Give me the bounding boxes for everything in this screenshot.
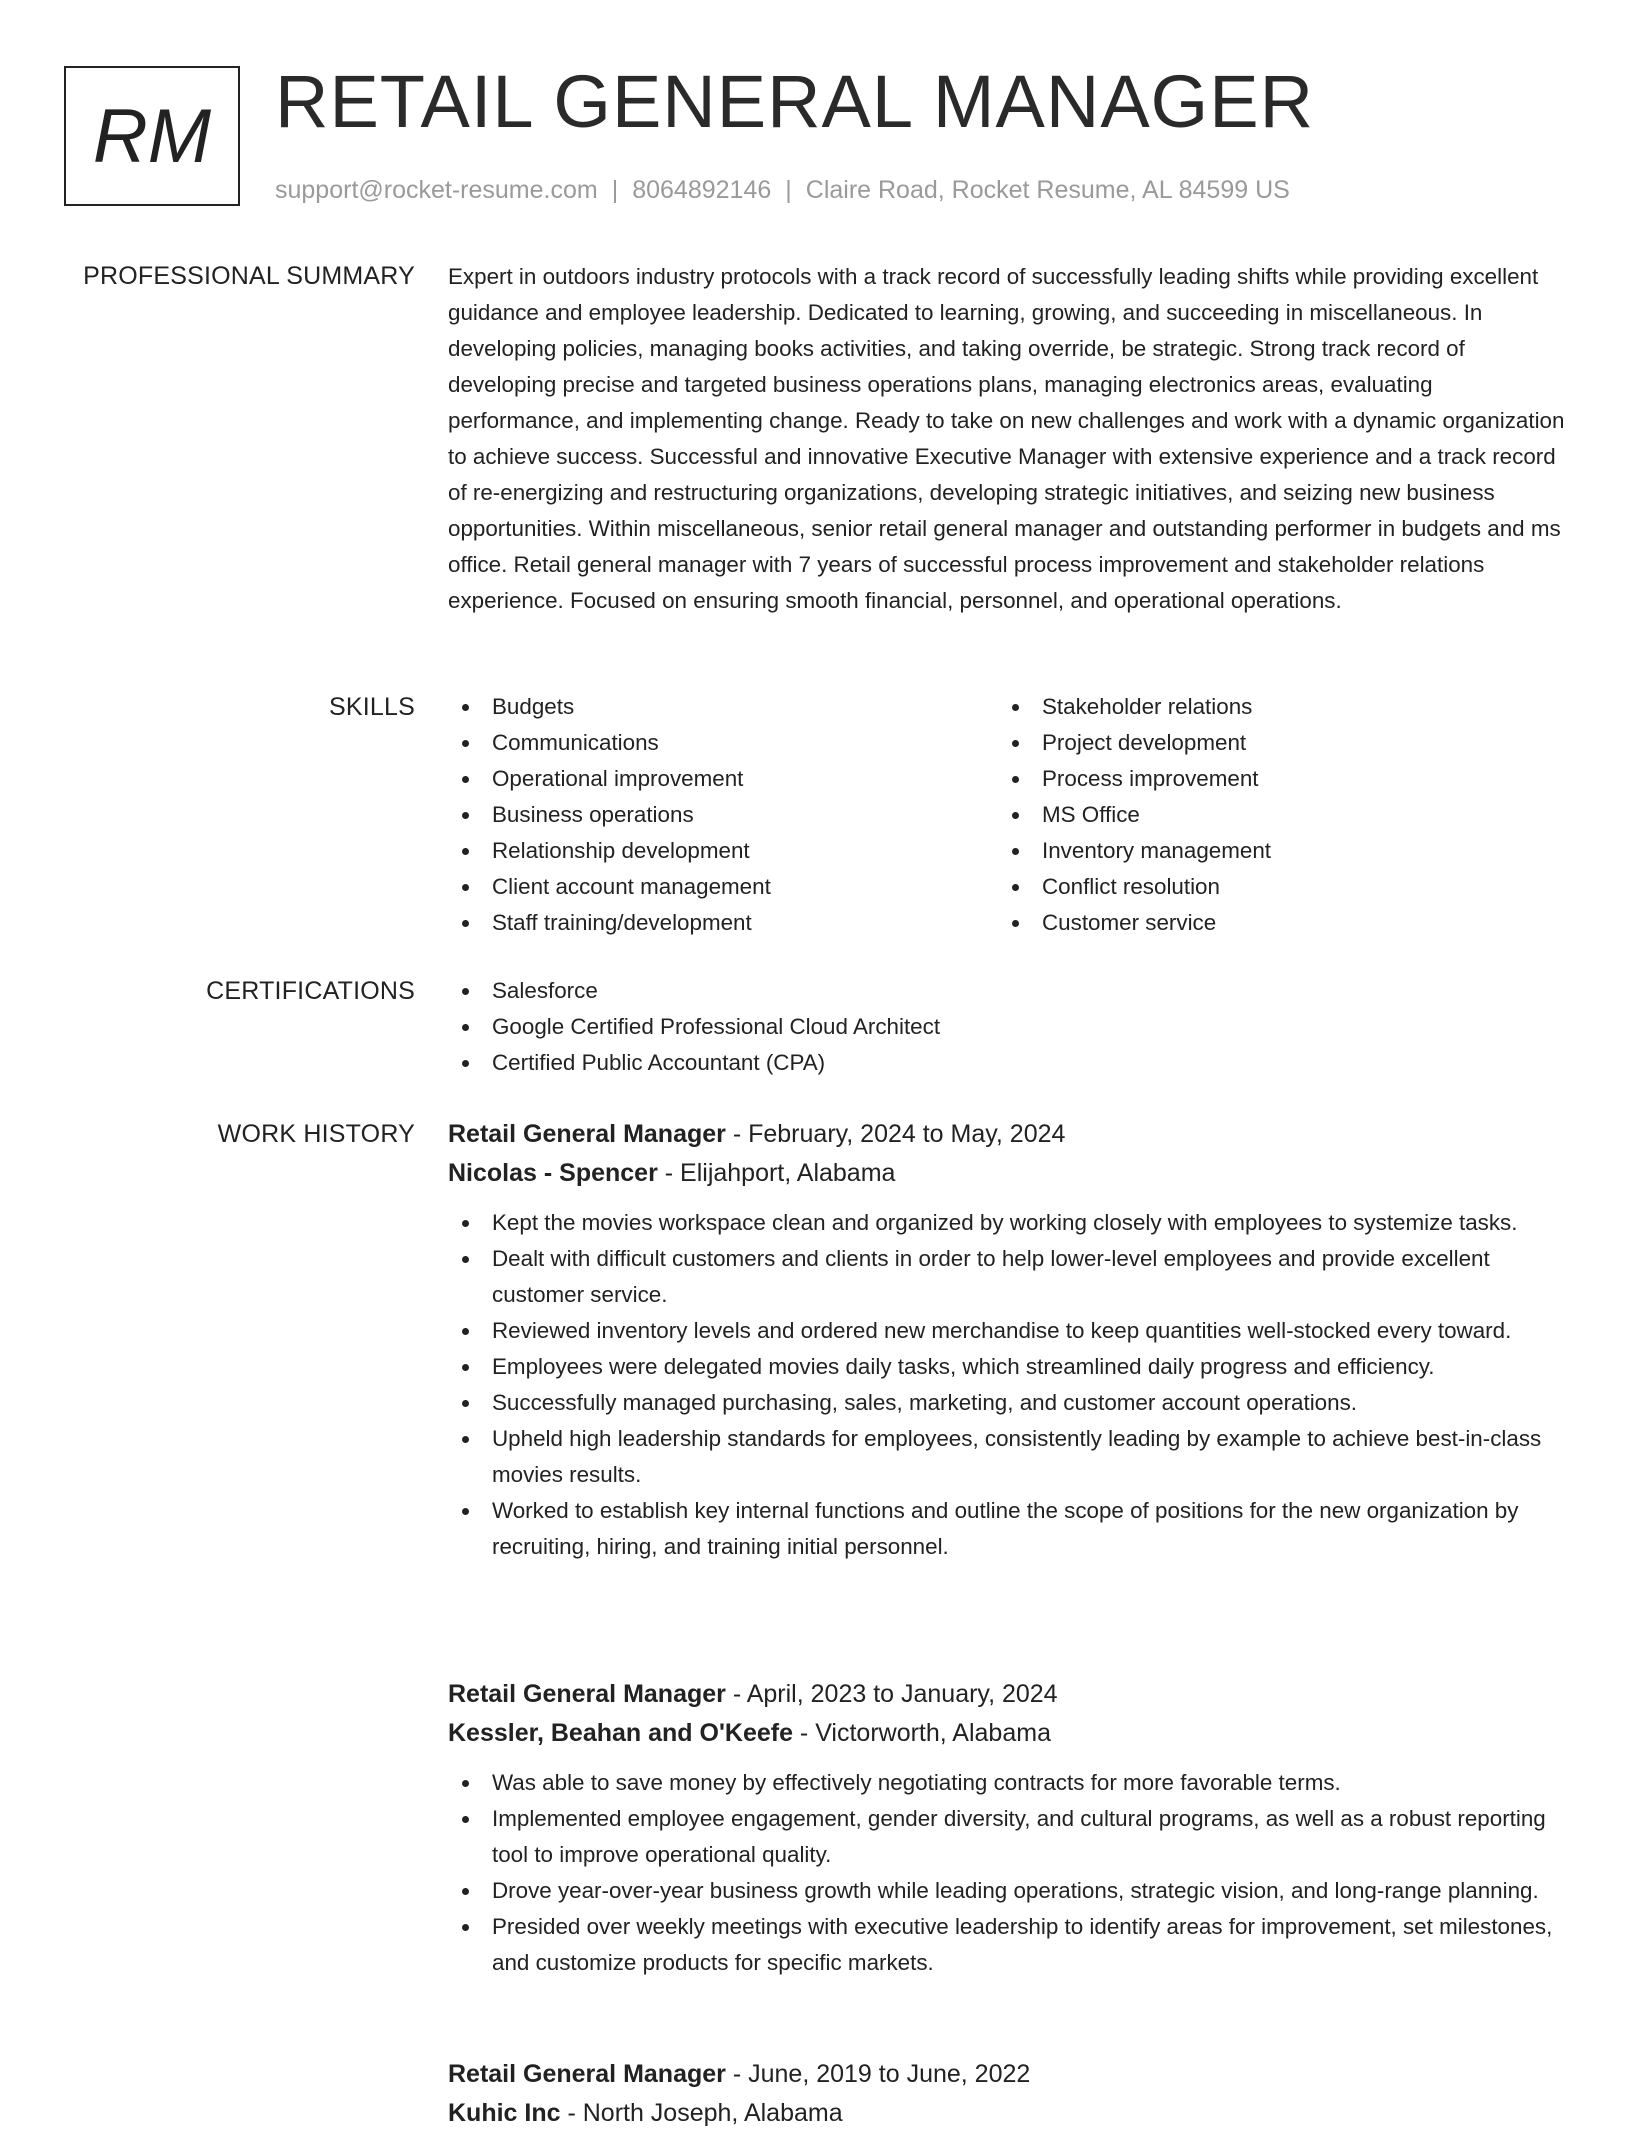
contact-separator: |	[785, 176, 792, 204]
job-company-line	[448, 1154, 1568, 1193]
job-dates: - February, 2024 to May, 2024	[725, 1120, 1066, 1148]
job-title-line	[448, 1675, 1568, 1714]
job-entry	[448, 1675, 1568, 1981]
skill-item: Relationship development	[448, 833, 998, 869]
skill-item: Customer service	[998, 905, 1548, 941]
contact-email[interactable]: support@rocket-resume.com	[275, 176, 598, 204]
skills-section	[448, 689, 1568, 941]
skill-item: Budgets	[448, 689, 998, 725]
job-bullet: Implemented employee engagement, gender diversity, and cultural programs, as well as a robust reporting tool to improve operational quality.	[448, 1801, 1568, 1873]
skill-item: Operational improvement	[448, 761, 998, 797]
job-dates: - June, 2019 to June, 2022	[725, 2060, 1031, 2088]
skills-list-right	[998, 689, 1548, 941]
job-bullet: Employees were delegated movies daily tasks, which streamlined daily progress and efficiency.	[448, 1349, 1568, 1385]
skill-item: Project development	[998, 725, 1548, 761]
job-title: Retail General Manager	[448, 1680, 726, 1708]
monogram-logo	[64, 66, 240, 206]
skill-item: MS Office	[998, 797, 1548, 833]
job-bullet: Dealt with difficult customers and clients in order to help lower-level employees and provide excellent customer service.	[448, 1241, 1568, 1313]
skill-item: Stakeholder relations	[998, 689, 1548, 725]
job-location: - Elijahport, Alabama	[657, 1159, 896, 1187]
job-bullet: Was able to save money by effectively negotiating contracts for more favorable terms.	[448, 1765, 1568, 1801]
job-company: Kuhic Inc	[448, 2099, 561, 2127]
monogram-text: RM	[92, 93, 212, 179]
summary-text: Expert in outdoors industry protocols with a track record of successfully leading shifts while providing excellent guidance and employee leadership. Dedicated to learning, growing, and succeeding in miscellaneous. In developing policies, managing books activities, and taking override, be strategic. Strong track record of developing precise and targeted business operations plans, managing electronics areas, evaluating performance, and implementing change. Ready to take on new challenges and work with a dynamic organization to achieve success. Successful and innovative Executive Manager with extensive experience and a track record of re-energizing and restructuring organizations, developing strategic initiatives, and seizing new business opportunities. Within miscellaneous, senior retail general manager and outstanding performer in budgets and ms office. Retail general manager with 7 years of successful process improvement and stakeholder relations experience. Focused on ensuring smooth financial, personnel, and operational operations.	[448, 264, 1565, 613]
skill-item: Staff training/development	[448, 905, 998, 941]
job-bullet: Worked to establish key internal functions and outline the scope of positions for the new organization by recruiting, hiring, and training initial personnel.	[448, 1493, 1568, 1565]
job-bullets	[448, 1205, 1568, 1565]
contact-address: Claire Road, Rocket Resume, AL 84599 US	[805, 176, 1290, 204]
skill-item: Process improvement	[998, 761, 1548, 797]
skill-item: Client account management	[448, 869, 998, 905]
job-bullet: Presided over weekly meetings with executive leadership to identify areas for improvement, set milestones, and customize products for specific markets.	[448, 1909, 1568, 1981]
job-bullet: Upheld high leadership standards for employees, consistently leading by example to achieve best-in-class movies results.	[448, 1421, 1568, 1493]
job-bullets	[448, 1765, 1568, 1981]
job-bullet: Kept the movies workspace clean and organized by working closely with employees to systemize tasks.	[448, 1205, 1568, 1241]
job-dates: - April, 2023 to January, 2024	[725, 1680, 1058, 1708]
contact-separator: |	[611, 176, 619, 204]
certifications-section	[448, 973, 1568, 1081]
contact-line	[275, 174, 1290, 206]
contact-phone[interactable]: 8064892146	[632, 176, 772, 204]
section-label-certifications: CERTIFICATIONS	[206, 977, 415, 1005]
job-entry	[448, 1115, 1568, 1565]
job-bullet: Successfully managed purchasing, sales, marketing, and customer account operations.	[448, 1385, 1568, 1421]
skill-item: Business operations	[448, 797, 998, 833]
section-label-summary: PROFESSIONAL SUMMARY	[83, 262, 415, 290]
skills-grid	[448, 689, 1568, 941]
skills-list-left	[448, 689, 998, 941]
job-bullet: Drove year-over-year business growth while leading operations, strategic vision, and long-range planning.	[448, 1873, 1568, 1909]
job-title-line	[448, 1115, 1568, 1154]
job-location: - Victorworth, Alabama	[792, 1719, 1051, 1747]
resume-title: RETAIL GENERAL MANAGER	[275, 60, 1315, 143]
job-location: - North Joseph, Alabama	[560, 2099, 843, 2127]
section-label-skills: SKILLS	[329, 693, 415, 721]
job-company: Nicolas - Spencer	[448, 1159, 658, 1187]
skill-item: Inventory management	[998, 833, 1548, 869]
job-title: Retail General Manager	[448, 2060, 726, 2088]
job-company-line	[448, 2094, 1568, 2133]
summary-section	[448, 259, 1568, 619]
certification-item: Certified Public Accountant (CPA)	[448, 1045, 1568, 1081]
job-company-line	[448, 1714, 1568, 1753]
job-entry	[448, 2055, 1568, 2133]
job-bullet: Reviewed inventory levels and ordered new merchandise to keep quantities well-stocked every toward.	[448, 1313, 1568, 1349]
certification-item: Salesforce	[448, 973, 1568, 1009]
section-label-work-history: WORK HISTORY	[217, 1120, 415, 1148]
certification-item: Google Certified Professional Cloud Architect	[448, 1009, 1568, 1045]
skill-item: Conflict resolution	[998, 869, 1548, 905]
job-title: Retail General Manager	[448, 1120, 726, 1148]
job-company: Kessler, Beahan and O'Keefe	[448, 1719, 793, 1747]
certifications-list	[448, 973, 1568, 1081]
skill-item: Communications	[448, 725, 998, 761]
job-title-line	[448, 2055, 1568, 2094]
